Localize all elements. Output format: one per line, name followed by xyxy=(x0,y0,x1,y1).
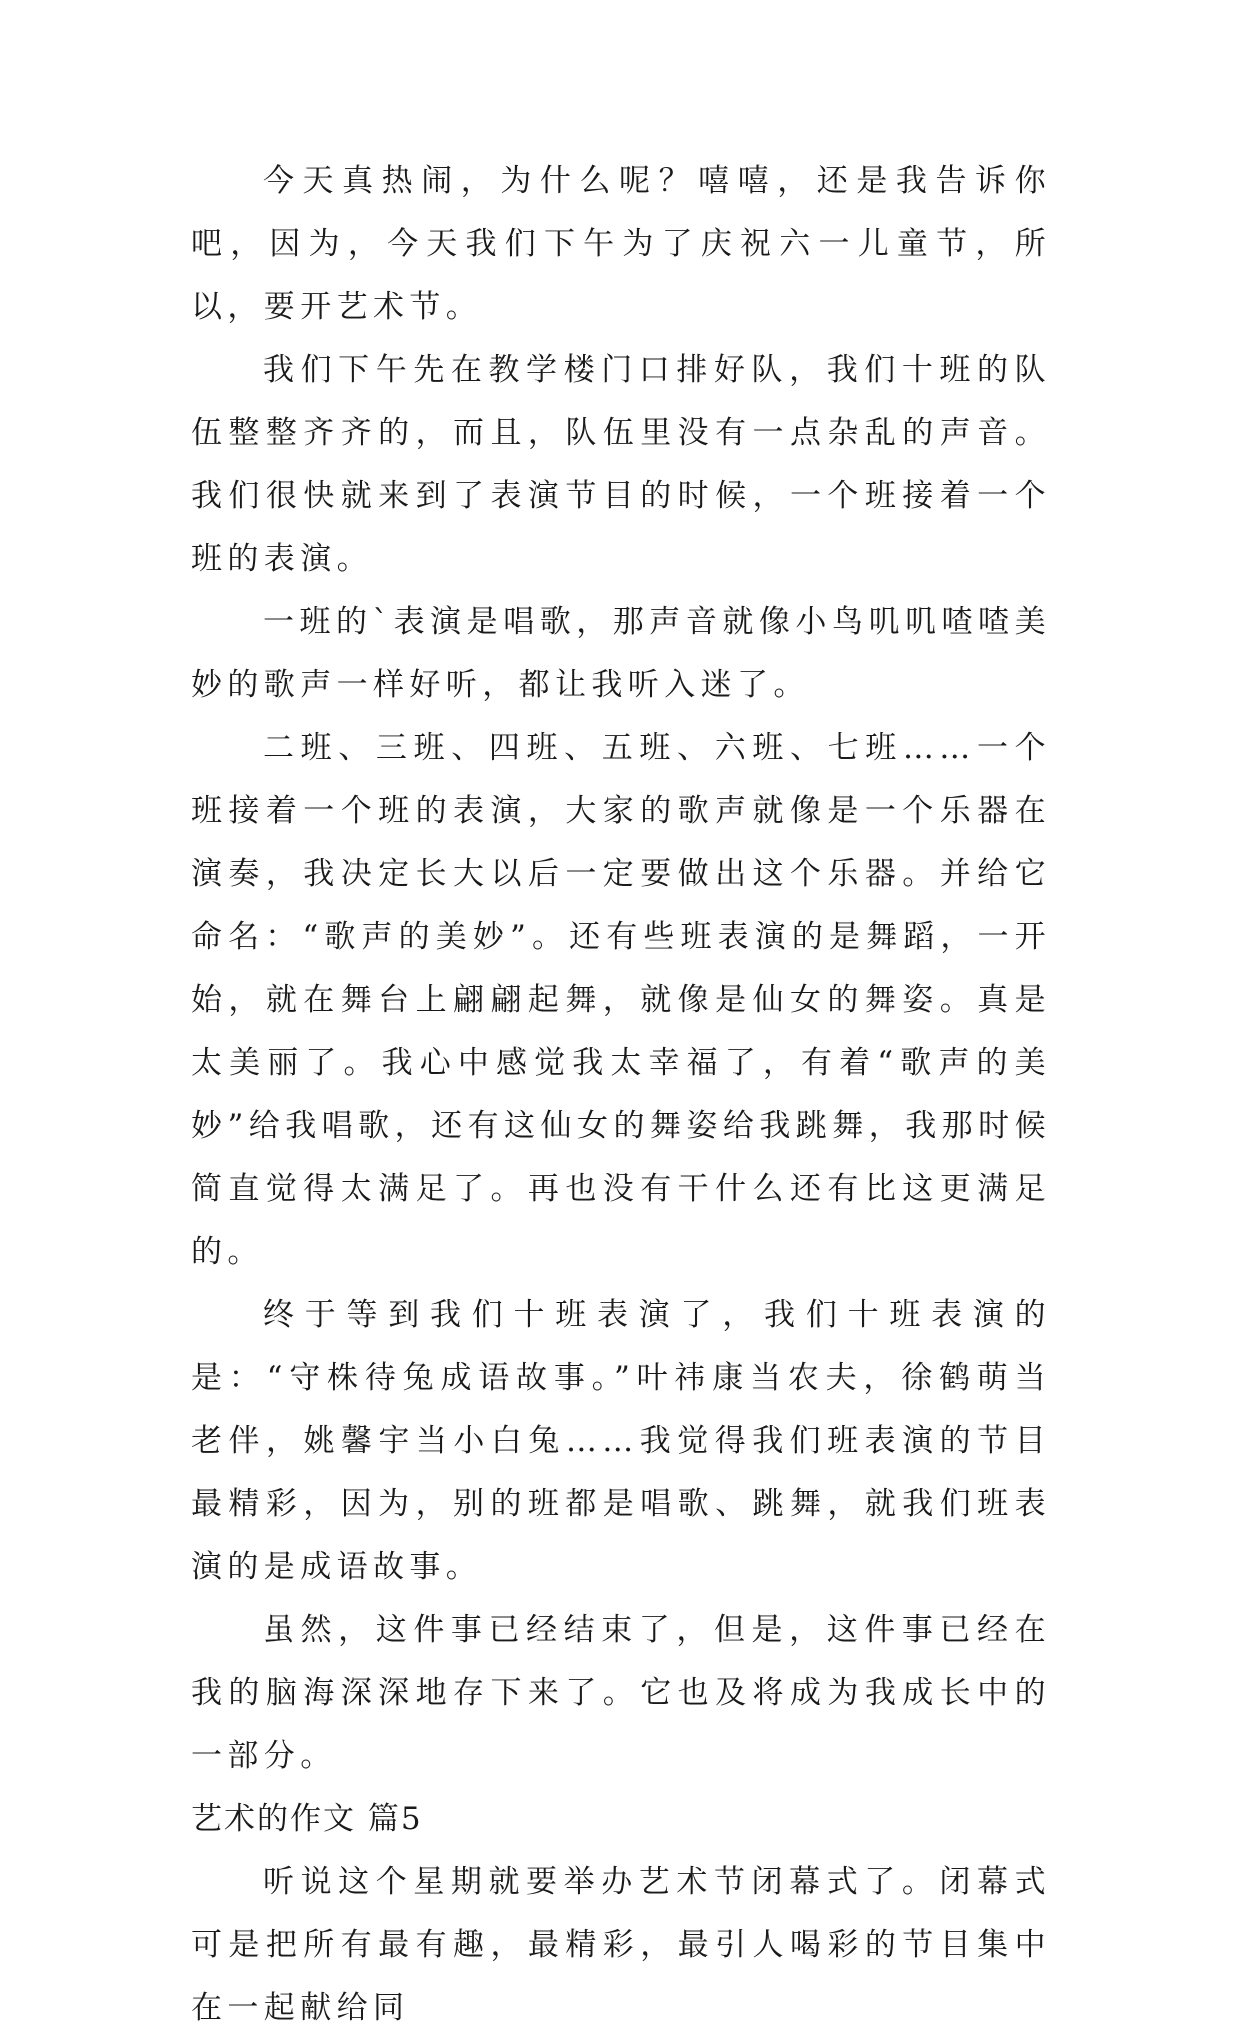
paragraph-class-one: 一班的`表演是唱歌，那声音就像小鸟叽叽喳喳美妙的歌声一样好听，都让我听入迷了。 xyxy=(191,604,1051,703)
paragraph-festival-intro: 今天真热闹，为什么呢？嘻嘻，还是我告诉你吧，因为，今天我们下午为了庆祝六一儿童节，所以，要开艺术节。 xyxy=(191,163,1051,325)
document-page xyxy=(191,150,1051,2040)
section-heading: 艺术的作文 篇5 xyxy=(191,1801,423,1837)
paragraph-conclusion: 虽然，这件事已经结束了，但是，这件事已经在我的脑海深深地存下来了。它也及将成为我成长中的一部分。 xyxy=(191,1612,1051,1774)
paragraph-other-classes: 二班、三班、四班、五班、六班、七班……一个班接着一个班的表演，大家的歌声就像是一个乐器在演奏，我决定长大以后一定要做出这个乐器。并给它命名：“歌声的美妙”。还有些班表演的是舞蹈，一开始，就在舞台上翩翩起舞，就像是仙女的舞姿。真是太美丽了。我心中感觉我太幸福了，有着“歌声的美妙”给我唱歌，还有这仙女的舞姿给我跳舞，我那时候简直觉得太满足了。再也没有干什么还有比这更满足的。 xyxy=(191,730,1051,1270)
paragraph-class-ten: 终于等到我们十班表演了，我们十班表演的是：“守株待兔成语故事。”叶祎康当农夫，徐鹤萌当老伴，姚馨宇当小白兔……我觉得我们班表演的节目最精彩，因为，别的班都是唱歌、跳舞，就我们班表演的是成语故事。 xyxy=(191,1297,1051,1585)
paragraph-closing-ceremony: 听说这个星期就要举办艺术节闭幕式了。闭幕式可是把所有最有趣，最精彩，最引人喝彩的节目集中在一起献给同 xyxy=(191,1864,1051,2026)
paragraph-lining-up: 我们下午先在教学楼门口排好队，我们十班的队伍整整齐齐的，而且，队伍里没有一点杂乱的声音。我们很快就来到了表演节目的时候，一个班接着一个班的表演。 xyxy=(191,352,1051,577)
